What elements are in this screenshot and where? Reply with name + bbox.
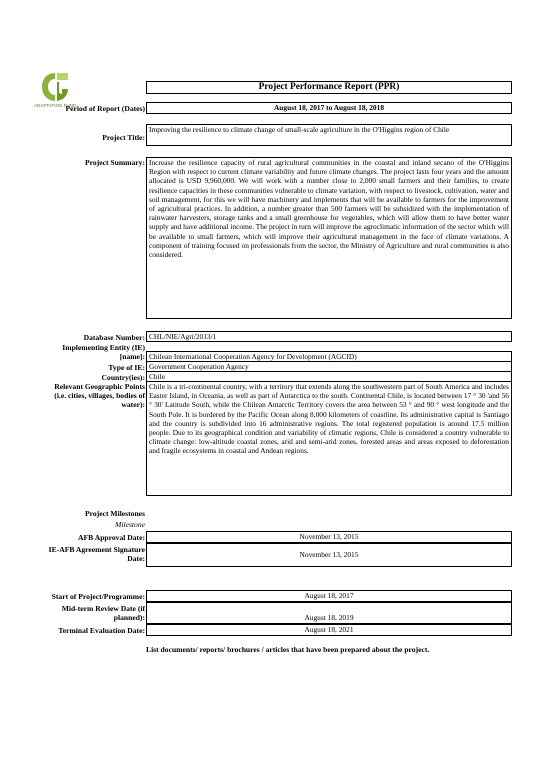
ie-type-label: Type of IE: [108,363,145,372]
implementing-entity-label [30,343,145,361]
country-value: Chile [146,371,512,382]
midterm-review-label [30,604,145,622]
adaptation-fund-logo [38,70,72,104]
agreement-signature-value: November 13, 2015 [146,543,512,567]
midterm-review-label-line2: planned): [113,613,145,622]
agreement-signature-label-line2: Date: [127,554,145,563]
project-start-value: August 18, 2017 [146,590,512,602]
agreement-signature-label [30,545,145,563]
implementing-entity-label-line2: [name]: [119,352,145,361]
project-summary-value: Increase the resilience capacity of rural agricultural communities in the coastal and inland secano of the O'Higgins Region with respect to current climate variability and future climate changes. The project lasts four years and the amount allocated is USD 9,960,000. We will work with a number close to 2,000 small farmers and their families, to create resilience capacities in these communities vulnerable to climate variation, with respect to livestock, cultivation, water and soil management, for this we will have machinery and implements that will be available to farmers for the improvement of agricultural practices. In addition, a number greater than 500 farmers will be subsidized with the implementation of rainwater harvesters, storage tanks and a small greenhouse for vegetables, which will allow them to have better water supply and have additional income. The project in turn will improve the agroclimatic information of the sector which will be available to small farmers, which will improve their agricultural management in the face of climate variations. A component of training focused on professionals from the sector, the Ministry of Agriculture and rural communities is also considered. [146,157,512,319]
geographic-points-label [30,382,145,409]
report-title [146,81,512,94]
terminal-evaluation-value: August 18, 2021 [146,624,512,636]
project-summary-label: Project Summary: [85,158,145,167]
geographic-points-label-line3: water): [121,400,145,409]
implementing-entity-label-line1: Implementing Entity (IE) [62,343,145,352]
implementing-entity-value: Chilean International Cooperation Agency for Development (AGCID) [146,351,512,362]
period-value: August 18, 2017 to August 18, 2018 [146,102,512,114]
geographic-points-label-line1: Relevant Geographic Points [54,382,145,391]
database-number-label: Database Number: [83,333,145,342]
period-label: Period of Report (Dates) [65,104,145,113]
country-label: Country(ies): [101,373,145,382]
report-title-text: Project Performance Report (PPR) [258,82,400,92]
project-title-value: Improving the resilience to climate change of small-scale agriculture in the O'Higgins region of Chile [146,124,512,146]
midterm-review-label-line1: Mid-term Review Date (if [61,604,145,613]
geographic-points-label-line2: (i.e. cities, villages, bodies of [54,391,145,400]
database-number-value: CHL/NIE/Agri/2013/1 [146,331,512,342]
logo-text: ADAPTATION FUND [34,103,77,108]
milestones-heading: Project Milestones [85,509,145,518]
milestones-subheading: Milestone [115,520,145,529]
geographic-points-value: Chile is a tri-continental country, with a territory that extends along the southwestern part of South America and includes Easter Island, in Oceania, as well as part of Antarctica to the south. Continental Chile, is located between 17 ° 30 'and 56 ° 30' Latitude South, while the Chilean Antarctic Territory covers the area between 53 ° and 90 ° west longitude and the South Pole. It is bordered by the Pacific Ocean along 8,000 kilometers of coastline. Its administrative capital is Santiago and the country is subdivided into 16 administrative regions. The total registered population is around 17.5 million people. Due to its geographical condition and variability of climatic regions, Chile is considered a country vulnerable to climate change: low-altitude coastal zones, arid and semi-arid zones, forested areas and areas exposed to deforestation and fragile ecosystems in coastal and Andean regions. [146,381,512,496]
agreement-signature-label-line1: IE-AFB Agreement Signature [48,545,145,554]
project-title-label: Project Title: [102,133,145,142]
terminal-evaluation-label: Terminal Evaluation Date: [58,626,145,635]
afb-approval-label: AFB Approval Date: [78,533,145,542]
ie-type-value: Government Cooperation Agency [146,361,512,372]
documents-heading: List documents/ reports/ brochures / articles that have been prepared about the project. [146,645,430,654]
project-start-label: Start of Project/Programme: [51,592,145,601]
midterm-review-value: August 18, 2019 [146,602,512,624]
afb-approval-value: November 13, 2015 [146,531,512,543]
